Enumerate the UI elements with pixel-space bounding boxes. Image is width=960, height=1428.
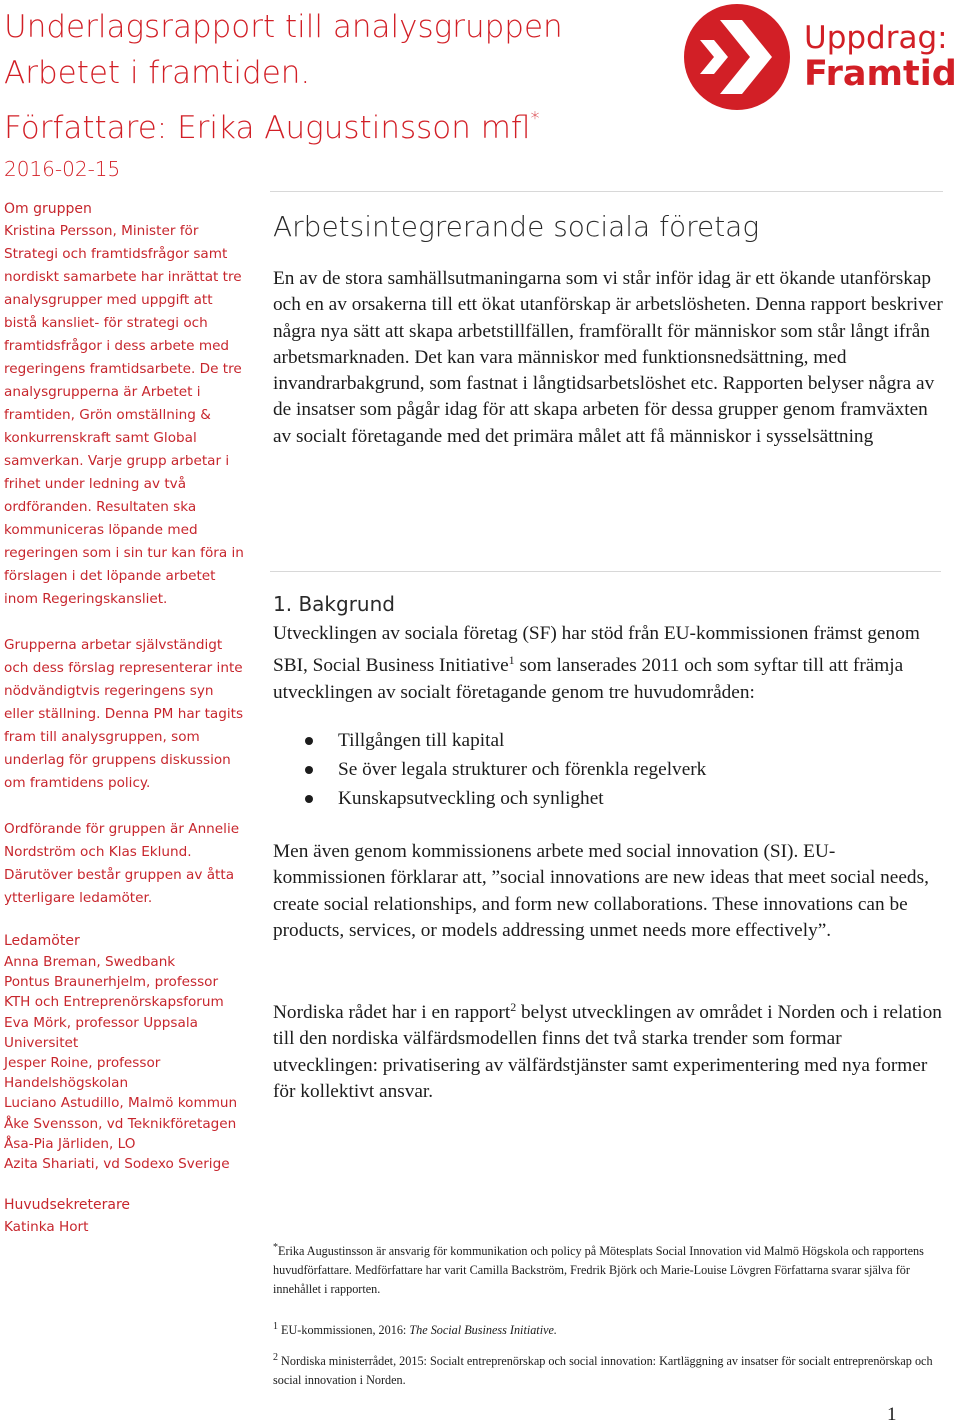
article-title: Arbetsintegrerande sociala företag bbox=[273, 210, 760, 243]
report-date: 2016-02-15 bbox=[4, 157, 121, 181]
footnote-1: $^1$ EU-kommissionen, 2016: The Social Business Initiative. bbox=[273, 1321, 557, 1337]
background-paragraph: Utvecklingen av sociala företag (SF) har stöd från EU-kommissionen främst genom SBI, Social Business Initiative$^1$ som lanserades 2011 och som syftar till att främja utvecklingen av socialt företagande genom tre huvudområden: bbox=[273, 623, 920, 703]
logo-text-uppdrag: Uppdrag: bbox=[804, 20, 948, 56]
uppdrag-framtid-logo bbox=[680, 2, 960, 112]
footnote-ref-2: 2 bbox=[510, 1000, 517, 1014]
section-divider bbox=[270, 571, 941, 572]
bullet-icon bbox=[305, 766, 313, 774]
members-list bbox=[4, 952, 244, 1174]
section-heading-background: 1. Bakgrund bbox=[273, 592, 395, 616]
chevron-logo-icon bbox=[680, 2, 795, 112]
member-item: Jesper Roine, professor Handelshögskolan bbox=[4, 1055, 161, 1092]
focus-areas-list bbox=[300, 726, 706, 813]
member-item: Luciano Astudillo, Malmö kommun bbox=[4, 1095, 238, 1112]
logo-text-framtid: Framtid bbox=[804, 54, 957, 94]
member-item: Åsa-Pia Järliden, LO bbox=[4, 1135, 136, 1152]
bullet-icon bbox=[305, 795, 313, 803]
report-header bbox=[4, 4, 563, 183]
about-heading: Om gruppen bbox=[4, 201, 92, 217]
member-item: Pontus Braunerhjelm, professor KTH och Entreprenörskapsforum bbox=[4, 974, 224, 1011]
report-authors: Författare: Erika Augustinsson mfl* bbox=[4, 108, 540, 146]
footnote-ref-1: 1 bbox=[508, 653, 515, 668]
about-text: Kristina Persson, Minister för Strategi och framtidsfrågor samt nordiskt samarbete har inrättat tre analysgrupper med uppgift att bistå kansliet- för strategi och framtidsfrågor i dess arbete med regeringens framtidsarbete. De tre analysgrupperna är Arbetet i framtiden, Grön omställning & konkurrenskraft samt Global samverkan. Varje grupp arbetar i frihet under ledning av två ordföranden. Resultaten ska kommuniceras löpande med regeringen som i sin tur kan föra in förslagen i det löpande arbetet inom Regeringskansliet. bbox=[4, 223, 244, 607]
author-footnote: *Erika Augustinsson är ansvarig för kommunikation och policy på Mötesplats Social Innovation vid Malmö Högskola och rapportens huvudförfattare. Medförfattare har varit Camilla Backström, Fredrik Björk och Marie-Louise Lövgren Författarna svarar själva för innehållet i rapporten. bbox=[273, 1242, 924, 1296]
independence-text: Grupperna arbetar självständigt och dess förslag representerar inte nödvändigtvis regeringens syn eller ställning. Denna PM har tagits fram till analysgruppen, som underlag för gruppens diskussion om framtidens policy. bbox=[4, 637, 244, 791]
report-title-line-1: Underlagsrapport till analysgruppen bbox=[4, 9, 563, 45]
author-footnote-mark: * bbox=[530, 108, 540, 129]
page-number: 1 bbox=[887, 1404, 897, 1425]
list-item: Tillgången till kapital bbox=[300, 726, 706, 755]
member-item: Åke Svensson, vd Teknikföretagen bbox=[4, 1115, 237, 1132]
report-title-line-2: Arbetet i framtiden. bbox=[4, 55, 311, 91]
member-item: Eva Mörk, professor Uppsala Universitet bbox=[4, 1014, 198, 1051]
nordic-council-paragraph: Nordiska rådet har i en rapport$^2$ belyst utvecklingen av området i Norden och i relation till den nordiska välfärdsmodellen finns det två starka trender som formar utvecklingen: privatisering av välfärdstjänster samt experimentering med nya former för kollektivt ansvar. bbox=[273, 1000, 942, 1102]
members-heading: Ledamöter bbox=[4, 933, 80, 949]
social-innovation-paragraph: Men även genom kommissionens arbete med social innovation (SI). EU-kommissionen förklarar att, ”social innovations are new ideas that meet social needs, create social relationships, and form new collaborations. These innovations can be products, services, or models addressing unmet needs more effectively”. bbox=[273, 841, 929, 941]
member-item: Azita Shariati, vd Sodexo Sverige bbox=[4, 1156, 230, 1173]
intro-paragraph: En av de stora samhällsutmaningarna som vi står inför idag är ett ökande utanförskap och en av orsakerna till ett ökat utanförskap är arbetslösheten. Denna rapport beskriver några nya sätt att skapa arbetstillfällen, framförallt för människor som står långt ifrån arbetsmarknaden. Det kan vara människor med funktionsnedsättning, med invandrarbakgrund, som fastnat i långtidsarbetslöshet etc. Rapporten belyser några av de insatser som pågår idag för att skapa arbeten för dessa grupper genom framväxten av socialt företagande med det primära målet att få människor i sysselsättning bbox=[273, 268, 943, 447]
secretary-name: Katinka Hort bbox=[4, 1219, 89, 1236]
member-item: Anna Breman, Swedbank bbox=[4, 954, 176, 970]
top-divider bbox=[270, 191, 943, 192]
footnote-2: $^2$ Nordiska ministerrådet, 2015: Socialt entreprenörskap och social innovation: Kartläggning av insatser för socialt entreprenörskap och social innovation i Norden. bbox=[273, 1352, 933, 1387]
bullet-icon bbox=[305, 737, 313, 745]
chairs-text: Ordförande för gruppen är Annelie Nordström och Klas Eklund. Därutöver består gruppen av åtta ytterligare ledamöter. bbox=[4, 821, 240, 906]
list-item: Se över legala strukturer och förenkla regelverk bbox=[300, 755, 706, 784]
secretary-heading: Huvudsekreterare bbox=[4, 1197, 131, 1214]
list-item: Kunskapsutveckling och synlighet bbox=[300, 784, 706, 813]
sidebar bbox=[4, 198, 244, 1239]
